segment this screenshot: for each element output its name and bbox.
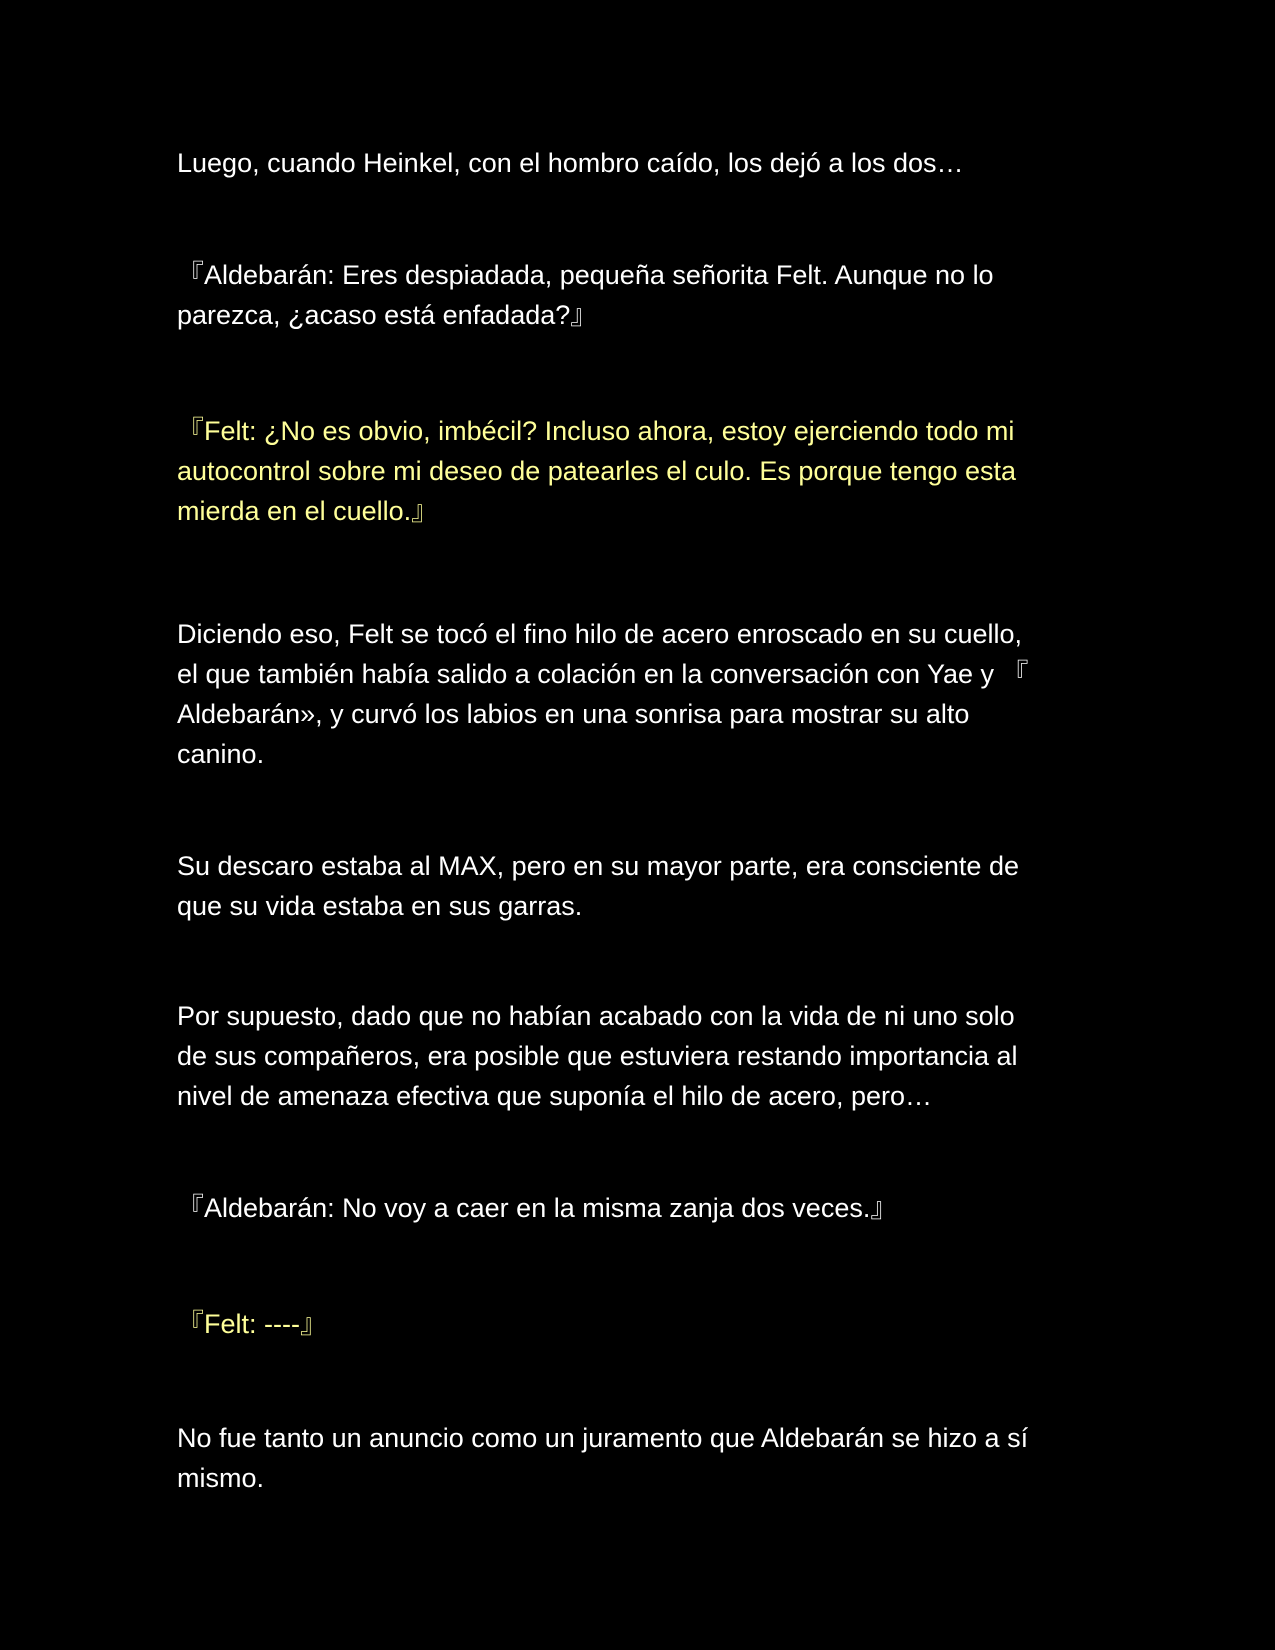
text-line: parezca, ¿acaso está enfadada?』 <box>177 300 598 330</box>
felt-dialogue-1 <box>177 411 1117 531</box>
text-line: autocontrol sobre mi deseo de patearles el culo. Es porque tengo esta <box>177 456 1017 486</box>
text-line: Su descaro estaba al MAX, pero en su mayor parte, era consciente de <box>177 851 1019 881</box>
aldebaran-dialogue-2 <box>177 1188 1117 1228</box>
text-line: 『Aldebarán: No voy a caer en la misma zanja dos veces.』 <box>177 1193 898 1223</box>
narration-paragraph-2 <box>177 614 1117 774</box>
aldebaran-dialogue-1 <box>177 255 1117 335</box>
text-line: 『Felt: ¿No es obvio, imbécil? Incluso ahora, estoy ejerciendo todo mi <box>177 416 1015 446</box>
text-line: Aldebarán», y curvó los labios en una sonrisa para mostrar su alto <box>177 699 970 729</box>
text-line: canino. <box>177 739 265 769</box>
text-line: el que también había salido a colación en la conversación con Yae y 『 <box>177 659 1029 689</box>
text-line: mismo. <box>177 1463 264 1493</box>
text-line: de sus compañeros, era posible que estuviera restando importancia al <box>177 1041 1018 1071</box>
text-line: Diciendo eso, Felt se tocó el fino hilo de acero enroscado en su cuello, <box>177 619 1023 649</box>
text-line: mierda en el cuello.』 <box>177 496 439 526</box>
text-line: Por supuesto, dado que no habían acabado con la vida de ni uno solo <box>177 1001 1015 1031</box>
narration-paragraph-3 <box>177 846 1117 926</box>
text-line: Luego, cuando Heinkel, con el hombro caído, los dejó a los dos… <box>177 148 964 178</box>
narration-paragraph-5 <box>177 1418 1117 1498</box>
narration-paragraph-1 <box>177 143 1117 183</box>
text-line: 『Felt: ----』 <box>177 1309 327 1339</box>
text-line: No fue tanto un anuncio como un juramento que Aldebarán se hizo a sí <box>177 1423 1029 1453</box>
narration-paragraph-4 <box>177 996 1117 1116</box>
text-line: 『Aldebarán: Eres despiadada, pequeña señorita Felt. Aunque no lo <box>177 260 994 290</box>
felt-dialogue-2 <box>177 1304 1117 1344</box>
text-line: que su vida estaba en sus garras. <box>177 891 583 921</box>
text-line: nivel de amenaza efectiva que suponía el hilo de acero, pero… <box>177 1081 932 1111</box>
